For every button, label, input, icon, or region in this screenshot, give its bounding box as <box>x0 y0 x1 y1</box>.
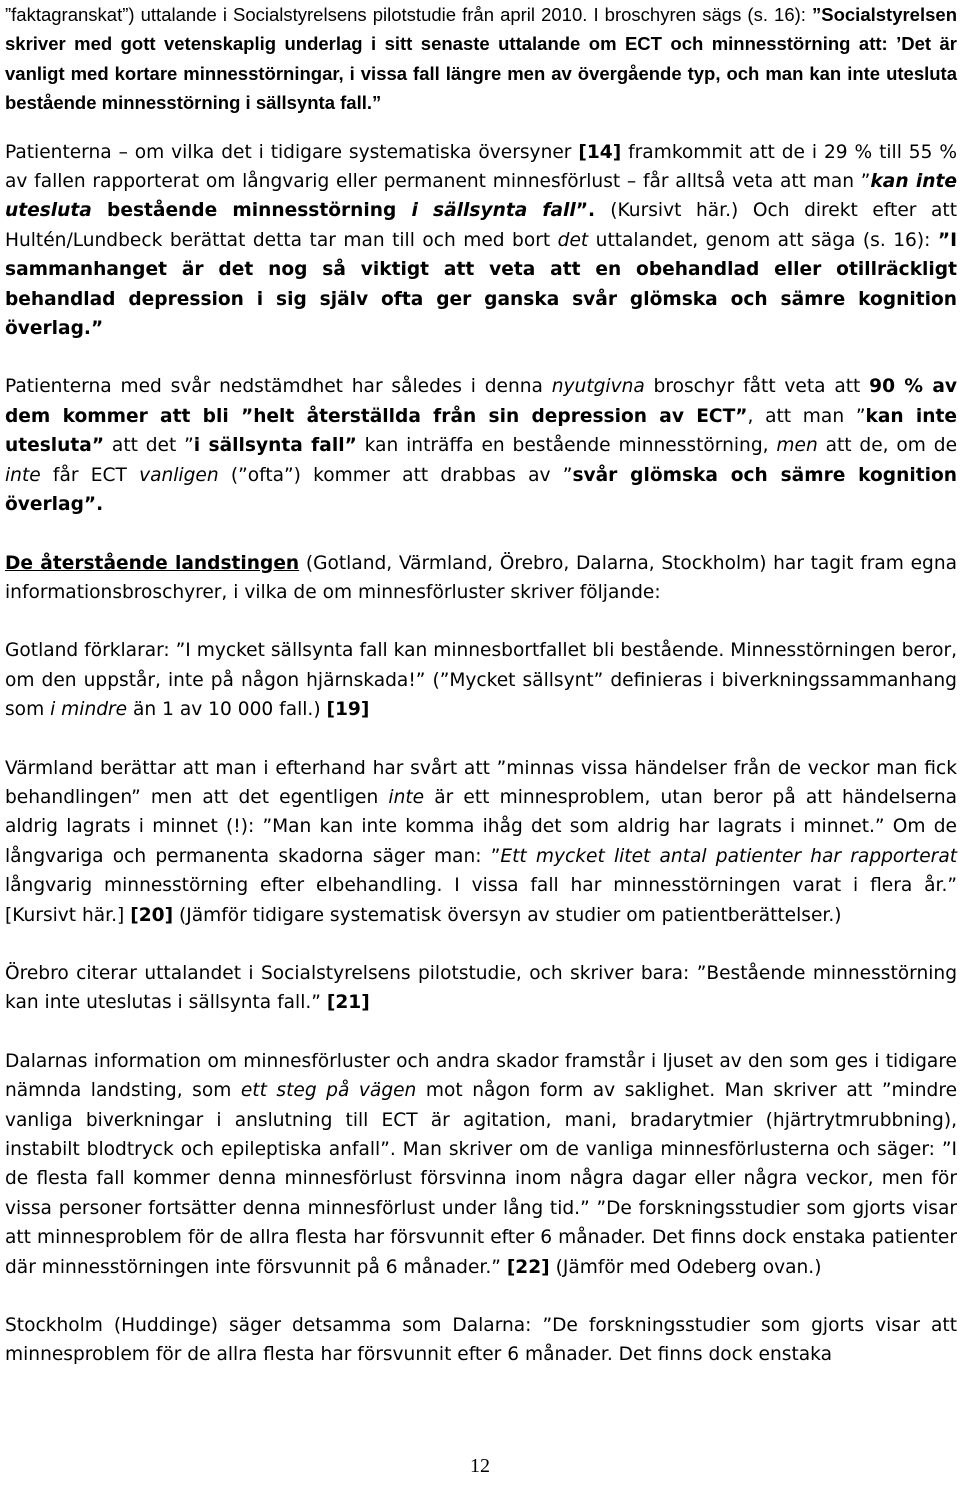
italic-text: men <box>776 435 818 457</box>
text-span: än 1 av 10 000 fall.) <box>127 699 327 721</box>
paragraph-broschure-quote <box>5 0 957 118</box>
paragraph-stockholm <box>5 1311 957 1370</box>
paragraph-gap <box>5 343 957 372</box>
italic-text: det <box>557 229 589 251</box>
text-span: Gotland förklarar: ”I mycket sällsynta fall kan minnesbortfallet bli bestående. Minnesstörningen beror, om den uppstår, inte på någon hjärnskada!” (”Mycket sällsynt” definieras i biverkningssammanhang som <box>5 640 957 721</box>
paragraph-gap <box>5 1282 957 1311</box>
italic-text: ett steg på vägen <box>240 1080 417 1102</box>
text-span: framkommit att de i 29 % till 55 % av fallen rapporterat om långvarig eller permanent minnesförlust – får alltså veta att man ” <box>5 141 957 193</box>
text-span: broschyr fått veta att <box>644 376 870 398</box>
paragraph-remaining-counties <box>5 549 957 608</box>
text-span: är ett minnesproblem, utan beror på att händelserna aldrig lagrats i minnet (!): ”Man kan inte komma ihåg det som aldrig har lagrats i minnet.” Om de långvariga och permanenta skadorna säger man: ” <box>5 786 957 867</box>
italic-text: inte <box>5 464 41 486</box>
text-span: , att man ” <box>747 405 866 427</box>
paragraph-orebro <box>5 959 957 1018</box>
paragraph-gap <box>5 520 957 549</box>
text-span: Patienterna med svår nedstämdhet har således i denna <box>5 376 552 398</box>
bold-text: bestående minnesstörning <box>91 200 412 222</box>
reference-19: [19] <box>326 699 370 721</box>
text-span: (Gotland, Värmland, Örebro, Dalarna, Stockholm) har tagit fram egna informationsbroschyrer, i vilka de om minnesförluster skriver följande: <box>5 552 957 603</box>
italic-text: Ett mycket litet antal patienter har rapporterat <box>500 845 958 867</box>
text-span: Stockholm (Huddinge) säger detsamma som Dalarna: ”De forskningsstudier som gjorts visar att minnesproblem för de allra flesta har försvunnit efter 6 månader. Det finns dock enstaka <box>5 1315 957 1366</box>
text-span: mot någon form av saklighet. Man skriver att ”mindre vanliga biverkningar i anslutning till ECT är agitation, mani, bradarytmier (hjärtrytmrubbning), instabilt blodtryck och epileptiska anfall”. Man skriver om de vanliga minnesförlusterna och säger: ”I de flesta fall kommer denna minnesförlust försvinna inom några dagar eller några veckor, men för vissa personer fortsätter denna minnesförlust under lång tid.” ”De forskningsstudier som gjorts visar att minnesproblem för de allra flesta har försvunnit efter 6 månader. Det finns dock enstaka patienter där minnesstörningen inte försvunnit på 6 månader.” <box>5 1080 958 1278</box>
text-span: Patienterna – om vilka det i tidigare systematiska översyner <box>5 141 579 163</box>
italic-text: nyutgivna <box>551 376 645 398</box>
text-span: får ECT <box>40 464 140 486</box>
text-span: (Jämför med Odeberg ovan.) <box>549 1256 822 1278</box>
paragraph-varmland <box>5 754 957 930</box>
bold-text: 90 % av dem kommer att bli ”helt återställda från sin depression av ECT” <box>5 376 958 427</box>
paragraph-dalarna <box>5 1047 957 1282</box>
bold-text: svår glömska och sämre kognition överlag”. <box>5 464 957 516</box>
bold-text: i sällsynta fall” <box>193 435 357 457</box>
text-span: långvarig minnesstörning efter elbehandling. I vissa fall har minnesstörningen varat i flera år.” [Kursivt här.] <box>5 875 957 926</box>
page-number: 12 <box>470 1455 490 1477</box>
italic-text: i mindre <box>50 699 128 721</box>
italic-text: inte <box>388 786 425 808</box>
paragraph-severe-depression <box>5 372 957 519</box>
paragraph-gap <box>5 725 957 754</box>
text-span: Örebro citerar uttalandet i Socialstyrelsens pilotstudie, och skriver bara: ”Bestående minnesstörning kan inte uteslutas i sällsynta fall.” <box>5 962 957 1014</box>
paragraph-patients-informed <box>5 138 957 344</box>
paragraph-gap <box>5 1018 957 1047</box>
text-span: att de, om de <box>817 435 958 457</box>
bold-italic-text: i sällsynta fall <box>411 200 576 222</box>
reference-20: [20] <box>130 904 174 926</box>
bold-underlined-heading: De återstående landstingen <box>5 552 300 574</box>
text-span: ) Och direkt efter att Hultén/Lundbeck berättat detta tar man till och med bort <box>5 200 957 251</box>
paragraph-gotland <box>5 636 957 724</box>
bold-quote: ”I sammanhanget är det nog så viktigt att veta att en obehandlad eller otillräckligt behandlad depression i sig själv ofta ger ganska svår glömska och sämre kognition överlag.” <box>5 229 957 340</box>
text-span: ”faktagranskat”) uttalande i Socialstyrelsens pilotstudie från april 2010. I broschyren sägs (s. 16): <box>5 4 812 25</box>
reference-22: [22] <box>506 1256 550 1278</box>
bold-quote: ”Socialstyrelsen skriver med gott vetenskaplig underlag i sitt senaste uttalande om ECT och minnesstörning att: ’Det är vanligt med kortare minnesstörningar, i vissa fall längre men av övergående typ, och man kan inte utesluta bestående minnesstörning i sällsynta fall.” <box>5 4 957 114</box>
paragraph-gap <box>5 930 957 959</box>
text-span: att det ” <box>104 435 194 457</box>
reference-21: [21] <box>326 992 370 1014</box>
text-span: uttalandet, genom att säga (s. 16): <box>588 229 938 251</box>
text-span: kan inträffa en bestående minnesstörning, <box>356 435 777 457</box>
bold-italic-text: kan inte utesluta <box>5 171 957 222</box>
paragraph-gap <box>5 118 957 138</box>
text-span: (”ofta”) kommer att drabbas av ” <box>218 464 573 486</box>
paragraph-gap <box>5 607 957 636</box>
bold-text: ”. <box>575 200 611 222</box>
reference-14: [14] <box>578 141 622 163</box>
bold-text: kan inte utesluta” <box>5 405 957 457</box>
text-span: Värmland berättar att man i efterhand har svårt att ”minnas vissa händelser från de veckor man fick behandlingen” men att det egentligen <box>5 757 957 808</box>
italic-text: vanligen <box>139 464 219 486</box>
text-span: (Jämför tidigare systematisk översyn av studier om patientberättelser.) <box>173 904 842 926</box>
text-span: (Kursivt här. <box>610 200 731 222</box>
document-page <box>5 0 957 1370</box>
text-span: Dalarnas information om minnesförluster och andra skador framstår i ljuset av den som ges i tidigare nämnda landsting, som <box>5 1050 957 1102</box>
